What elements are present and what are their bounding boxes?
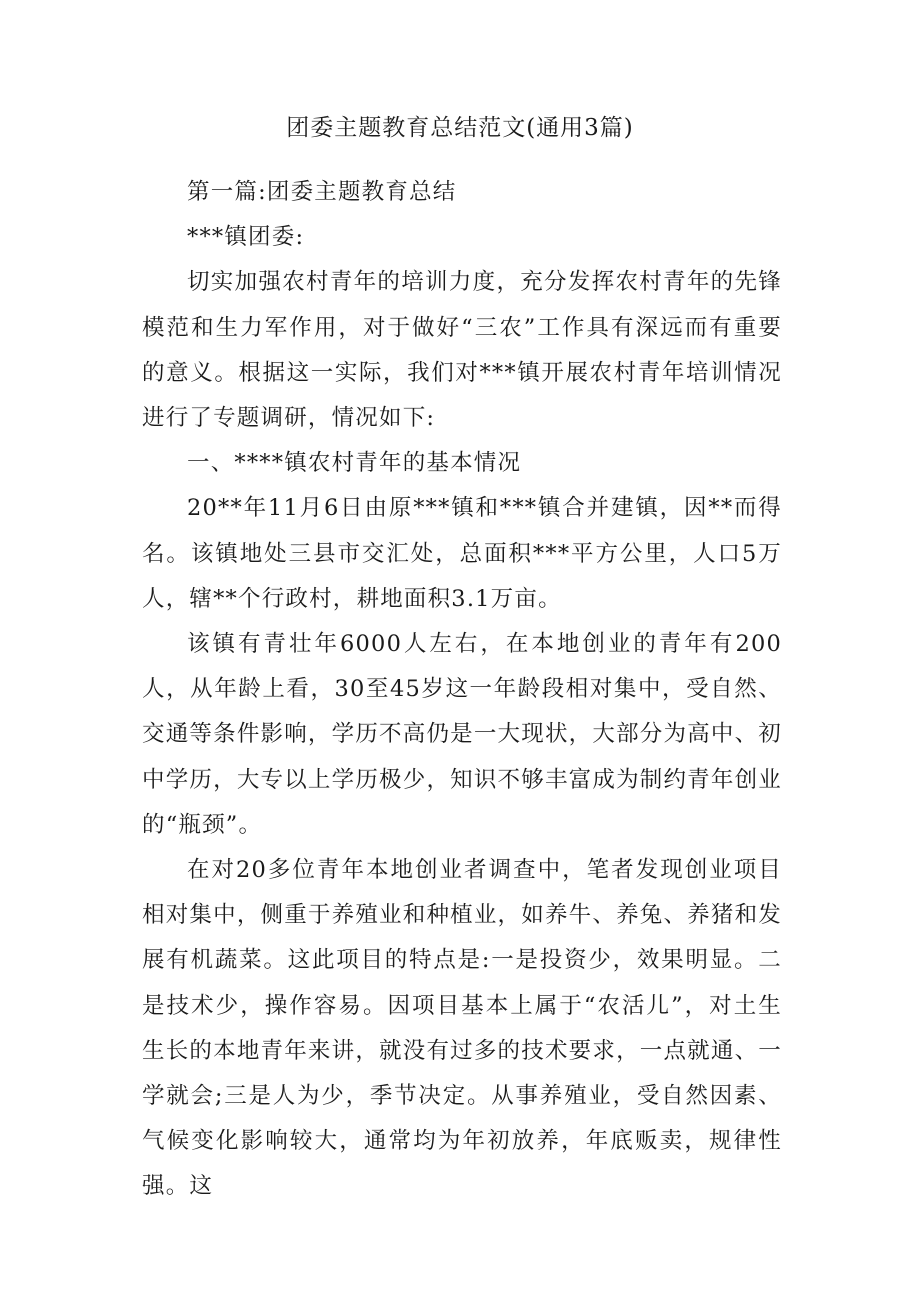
section-heading: 第一篇:团委主题教育总结: [187, 179, 457, 205]
body-paragraph: 该镇有青壮年6000人左右，在本地创业的青年有200人，从年龄上看，30至45岁这一年龄段相对集中，受自然、交通等条件影响，学历不高仍是一大现状，大部分为高中、初中学历，大专以上学历极少，知识不够丰富成为制约青年创业的“瓶颈”。: [142, 631, 782, 838]
body-paragraph: 在对20多位青年本地创业者调查中，笔者发现创业项目相对集中，侧重于养殖业和种植业，如养牛、养兔、养猪和发展有机蔬菜。这此项目的特点是:一是投资少，效果明显。二是技术少，操作容易。因项目基本上属于“农活儿”，对土生生长的本地青年来讲，就没有过多的技术要求，一点就通、一学就会;三是人为少，季节决定。从事养殖业，受自然因素、气候变化影响较大，通常均为年初放养，年底贩卖，规律性强。这: [142, 857, 782, 1200]
body-paragraph: 切实加强农村青年的培训力度，充分发挥农村青年的先锋模范和生力军作用，对于做好“三农”工作具有深远而有重要的意义。根据这一实际，我们对***镇开展农村青年培训情况进行了专题调研，情况如下:: [142, 269, 782, 432]
salutation: ***镇团委:: [187, 224, 305, 251]
body-paragraph: 20**年11月6日由原***镇和***镇合并建镇，因**而得名。该镇地处三县市交汇处，总面积***平方公里，人口5万人，辖**个行政村，耕地面积3.1万亩。: [142, 495, 782, 612]
document-body: [142, 170, 782, 1210]
document-title: 团委主题教育总结范文(通用3篇): [286, 115, 634, 141]
subsection-heading: 一、****镇农村青年的基本情况: [187, 450, 522, 477]
